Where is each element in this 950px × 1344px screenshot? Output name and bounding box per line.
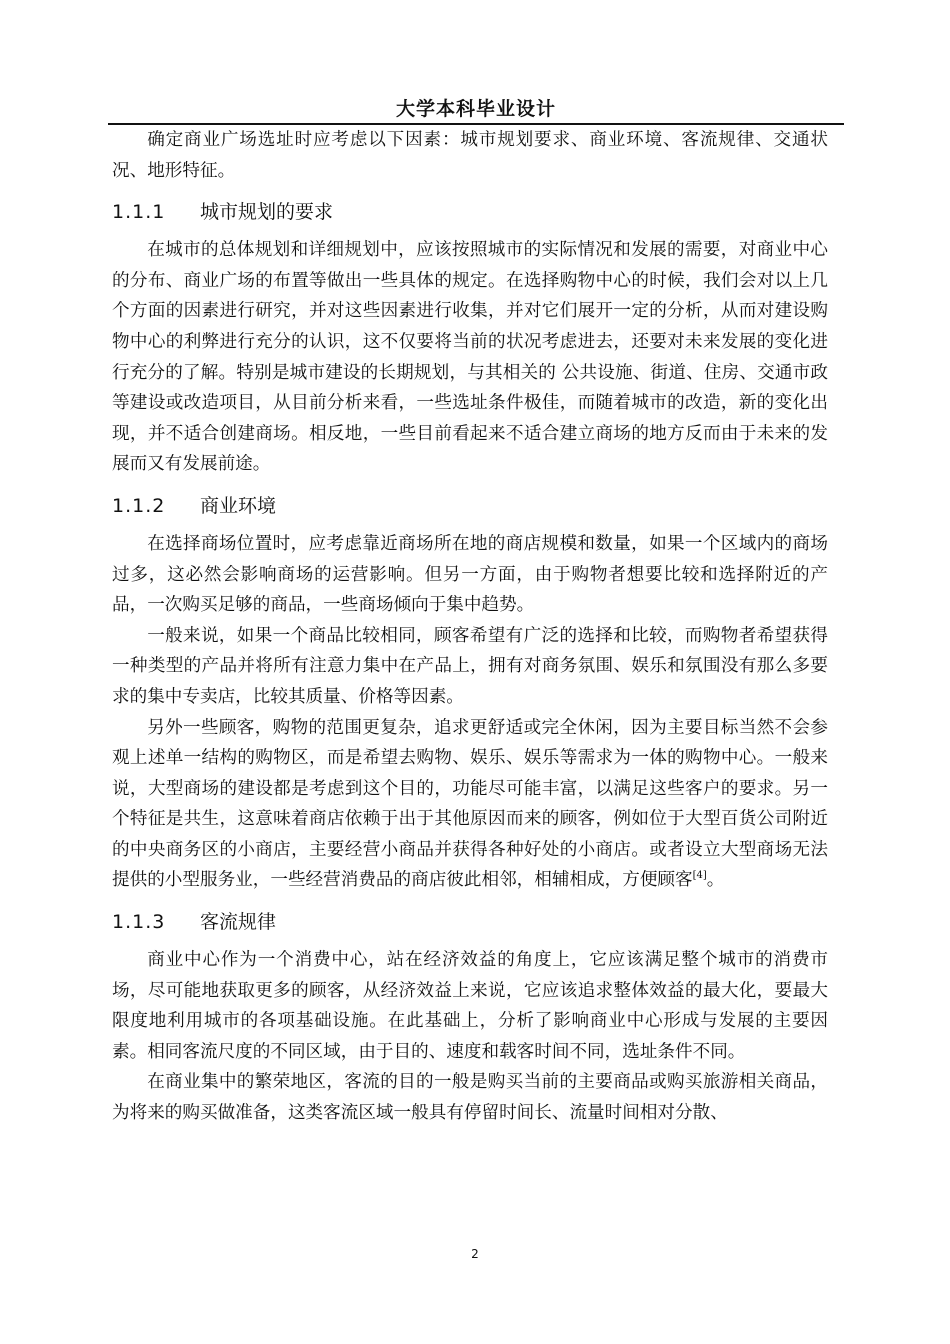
section-heading-1-1-3 xyxy=(112,906,828,938)
section-number: 1.1.1 xyxy=(112,201,166,224)
document-body xyxy=(112,125,828,1129)
citation-reference[interactable]: [4] xyxy=(692,870,707,882)
intro-paragraph: 确定商业广场选址时应考虑以下因素：城市规划要求、商业环境、客流规律、交通状况、地形特征。 xyxy=(112,130,828,181)
paragraph: 在商业集中的繁荣地区，客流的目的一般是购买当前的主要商品或购买旅游相关商品，为将来的购买做准备，这类客流区域一般具有停留时间长、流量时间相对分散、 xyxy=(112,1072,828,1124)
paragraph-with-citation xyxy=(112,713,828,897)
paragraph: 在城市的总体规划和详细规划中，应该按照城市的实际情况和发展的需要，对商业中心的分布、商业广场的布置等做出一些具体的规定。在选择购物中心的时候，我们会对以上几个方面的因素进行研究，并对这些因素进行收集，并对它们展开一定的分析，从而对建设购物中心的利弊进行充分的认识，这不仅要将当前的状况考虑进去，还要对未来发展的变化进行充分的了解。特别是城市建设的长期规划，与其相关的 公共设施、街道、住房、交通市政等建设或改造项目，从目前分析来看，一些选址条件极佳，而随着城市的改造，新的变化出现，并不适合创建商场。相反地，一些目前看起来不适合建立商场的地方反而由于未来的发展而又有发展前途。 xyxy=(112,240,828,475)
section-title: 客流规律 xyxy=(200,911,277,934)
page-header: 大学本科毕业设计 xyxy=(395,98,556,120)
section-title: 城市规划的要求 xyxy=(200,201,334,224)
page-number: 2 xyxy=(471,1247,479,1261)
section-title: 商业环境 xyxy=(200,494,277,517)
paragraph: 在选择商场位置时，应考虑靠近商场所在地的商店规模和数量，如果一个区域内的商场过多，这必然会影响商场的运营影响。但另一方面，由于购物者想要比较和选择附近的产品，一次购买足够的商品，一些商场倾向于集中趋势。 xyxy=(112,533,828,616)
section-number: 1.1.2 xyxy=(112,494,166,517)
paragraph: 一般来说，如果一个商品比较相同，顾客希望有广泛的选择和比较，而购物者希望获得一种类型的产品并将所有注意力集中在产品上，拥有对商务氛围、娱乐和氛围没有那么多要求的集中专卖店，比较其质量、价格等因素。 xyxy=(112,625,828,707)
section-heading-1-1-1 xyxy=(112,196,828,228)
paragraph: 商业中心作为一个消费中心，站在经济效益的角度上，它应该满足整个城市的消费市场，尽可能地获取更多的顾客，从经济效益上来说，它应该追求整体效益的最大化，要最大限度地利用城市的各项基础设施。在此基础上，分析了影响商业中心形成与发展的主要因素。相同客流尺度的不同区域，由于目的、速度和载客时间不同，选址条件不同。 xyxy=(112,950,828,1062)
section-number: 1.1.3 xyxy=(112,911,166,934)
section-heading-1-1-2 xyxy=(112,490,828,522)
paragraph-end: 。 xyxy=(706,870,725,891)
paragraph-text: 另外一些顾客，购物的范围更复杂，追求更舒适或完全休闲，因为主要目标当然不会参观上述单一结构的购物区，而是希望去购物、娱乐、娱乐等需求为一体的购物中心。一般来说，大型商场的建设都是考虑到这个目的，功能尽可能丰富，以满足这些客户的要求。另一个特征是共生，这意味着商店依赖于出于其他原因而来的顾客，例如位于大型百货公司附近的中央商务区的小商店，主要经营小商品并获得各种好处的小商店。或者设立大型商场无法提供的小型服务业，一些经营消费品的商店彼此相邻，相辅相成，方便顾客 xyxy=(112,717,828,891)
